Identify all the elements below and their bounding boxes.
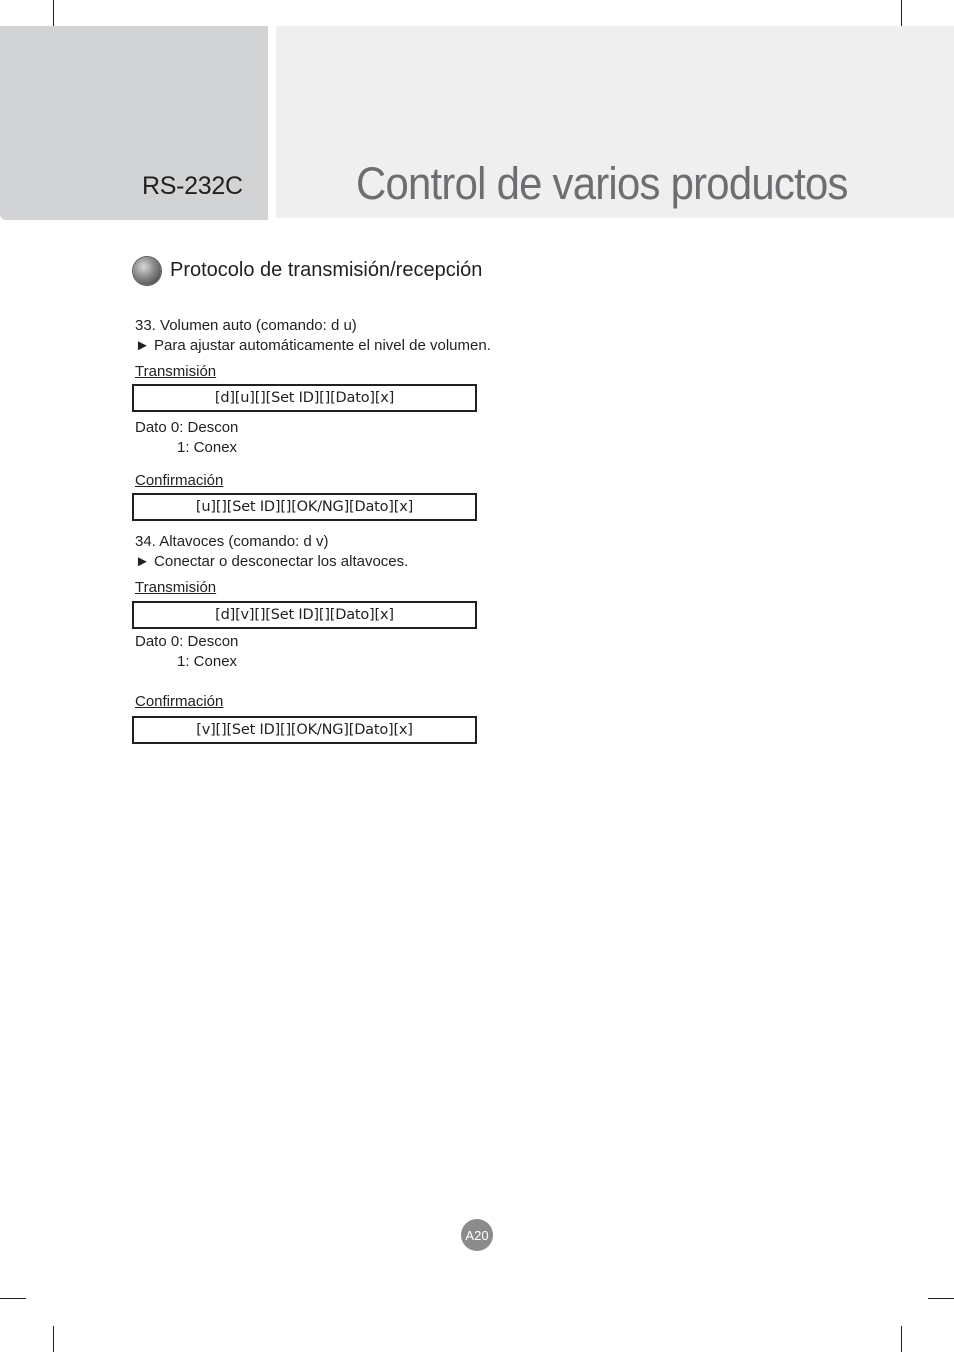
crop-mark-bottom-left-vertical (53, 1326, 54, 1352)
page-number-badge: A20 (461, 1219, 493, 1251)
crop-mark-bottom-left-horizontal (0, 1298, 26, 1299)
data-line: Dato 0: Descon (135, 633, 239, 650)
command-description: ► Para ajustar automáticamente el nivel de volumen. (135, 337, 491, 354)
confirmation-label: Confirmación (135, 693, 224, 710)
page-title: Control de varios productos (356, 158, 848, 209)
data-line: 1: Conex (177, 653, 238, 670)
crop-mark-bottom-right-horizontal (928, 1298, 954, 1299)
data-line: 1: Conex (177, 439, 238, 456)
crop-mark-top-right-vertical (901, 0, 902, 26)
command-title: 34. Altavoces (comando: d v) (135, 533, 329, 550)
command-title: 33. Volumen auto (comando: d u) (135, 317, 357, 334)
transmission-label: Transmisión (135, 579, 217, 596)
transmission-code-box: [d][u][][Set ID][][Dato][x] (132, 384, 477, 412)
transmission-label: Transmisión (135, 363, 217, 380)
section-tag: RS-232C (142, 172, 243, 200)
crop-mark-bottom-right-vertical (901, 1326, 902, 1352)
crop-mark-top-left-vertical (53, 0, 54, 26)
confirmation-label: Confirmación (135, 472, 224, 489)
transmission-code-box: [d][v][][Set ID][][Dato][x] (132, 601, 477, 629)
command-description: ► Conectar o desconectar los altavoces. (135, 553, 409, 570)
data-line: Dato 0: Descon (135, 419, 239, 436)
confirmation-code-box: [u][][Set ID][][OK/NG][Dato][x] (132, 493, 477, 521)
section-heading: Protocolo de transmisión/recepción (170, 259, 483, 281)
bullet-icon (133, 257, 161, 285)
confirmation-code-box: [v][][Set ID][][OK/NG][Dato][x] (132, 716, 477, 744)
